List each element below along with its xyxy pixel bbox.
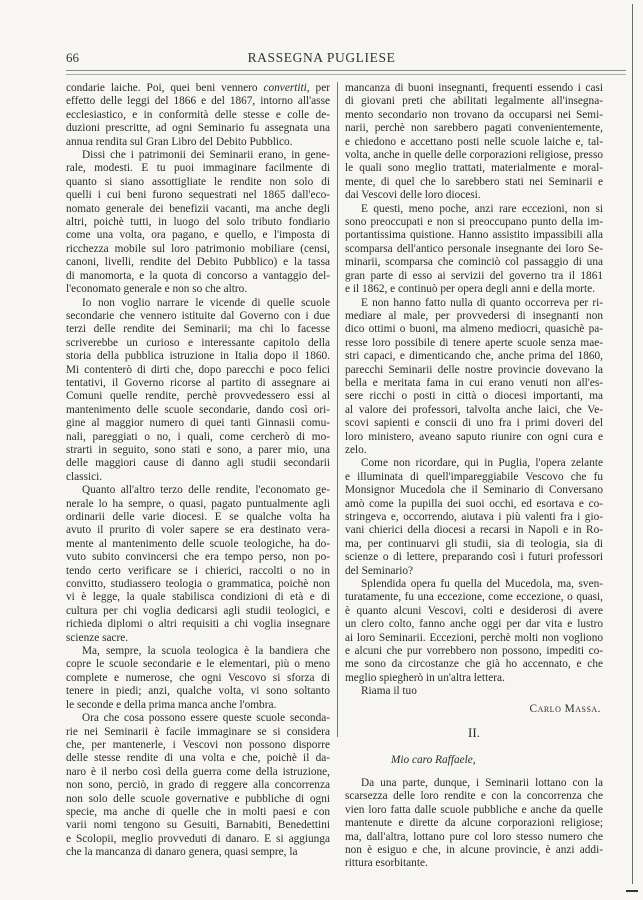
text-line: non sono, perciò, in grado di reggere alla concorrenza xyxy=(66,779,330,792)
text-line: Come non ricordare, qui in Puglia, l'opera zelante xyxy=(361,457,603,470)
text-line: dai Vescovi delle loro diocesi. xyxy=(345,189,481,202)
text-line: richieda diplomi o altri requisiti a chi voglia insegnare xyxy=(66,618,330,631)
text-line: le quali sono meglio trattati, materialmente e moral- xyxy=(345,162,603,175)
text-line: Monsignor Mucedola che il Seminario di Conversano xyxy=(345,484,603,497)
text-line: rale, modesti. E tu puoi immaginare facilmente di xyxy=(66,162,330,175)
text-line: ordinarii delle varie diocesi. E se qualche volta ha xyxy=(66,511,330,523)
text-line: resse loro possibile di tenere aperte scuole senza mae- xyxy=(345,336,603,349)
text-line: mancanza di buoni insegnanti, frequenti essendo i casi xyxy=(345,82,603,94)
text-line: tenere in piedi; anzi, qualche volta, vi sono soltanto xyxy=(66,685,330,698)
section-number: II. xyxy=(468,725,480,741)
text-line: ai loro Seminarii. Eccezioni, perchè molti non vogliono xyxy=(345,631,603,644)
text-line: vi è legge, la quale stabilisca condizioni di età e di xyxy=(66,591,330,604)
text-line: e alcuni che pur vorrebbero non possono, impediti co- xyxy=(345,645,603,658)
text-line: delle maggiori cause di danno agli studii secondarii xyxy=(66,457,330,470)
text-line: e illuminata di quell'impareggiabile Vescovo che fu xyxy=(345,470,603,483)
text-line: scriverebbe un curioso e interessante capitolo della xyxy=(66,336,330,349)
paragraph xyxy=(66,484,330,645)
left-column xyxy=(66,82,330,860)
text-line: mantenute e dirette da alcune corporazioni religiose; xyxy=(345,817,603,830)
text-line: come una volta, ora pagano, e quello, e l'imposta di xyxy=(66,229,330,242)
text-line: complete e numerose, che ogni Vescovo si sforza di xyxy=(66,671,330,684)
page-edge-line xyxy=(632,4,633,884)
text-line: mediare al male, per provvedersi di insegnanti non xyxy=(345,309,603,322)
text-line: specie, ma anche di quelle che in molti paesi e con xyxy=(66,805,330,818)
text-line: e il 1862, e continuò per opera degli anni e della morte. xyxy=(345,283,596,296)
text-line: di giovani preti che abilitati legalmente all'insegna- xyxy=(345,95,603,108)
text-line: non è esiguo e che, in alcune provincie, è anzi addi- xyxy=(345,843,603,856)
text-line: turatamente, fu una eccezione, come eccezione, o quasi, xyxy=(345,591,603,604)
text-line: convitto, studiassero teologia o grammatica, poichè non xyxy=(66,578,330,591)
text-line: mantenimento delle scuole secondarie, dando così ori- xyxy=(66,403,330,416)
text-line: nerale lo ha sempre, o quasi, pagato puntualmente agli xyxy=(66,497,330,510)
text-line: al valore dei professori, talvolta anche laici, che Ve- xyxy=(345,403,603,416)
text-line: avuto il prurito di voler sapere se era destinato vera- xyxy=(66,524,330,537)
text-line: canoni, livelli, rendite del Debito Pubblico) e la tassa xyxy=(66,256,330,269)
text-line: scienze o di lettere, preparando così i futuri professori xyxy=(345,551,603,564)
text-line: che, per mantenerle, i Vescovi non possono disporre xyxy=(66,738,330,751)
text-line: ma, per continuarvi gli studii, sia di teologia, sia di xyxy=(345,537,603,550)
running-title: RASSEGNA PUGLIESE xyxy=(247,50,396,65)
text-line: E non hanno fatto nulla di quanto occorreva per ri- xyxy=(361,296,603,309)
text-line: quelli i cui beni furono sequestrati nel 1865 dall'eco- xyxy=(66,189,330,202)
text-line: scienze sacre. xyxy=(66,631,129,644)
text-line: di manomorta, e la quota di concorso a vantaggio del- xyxy=(66,269,330,282)
text-line: stringeva e, occorrendo, aiutava i più valenti fra i gio- xyxy=(345,511,603,523)
paragraph xyxy=(345,578,603,685)
text-line: parecchi Seminarii delle nostre provincie dovevano la xyxy=(345,363,603,376)
text-line: classici. xyxy=(66,470,103,483)
paragraph xyxy=(345,203,603,297)
salutation: Mio caro Raffaele, xyxy=(391,753,476,766)
text-line: non solo delle scuole governative e pubbliche di ogni xyxy=(66,792,330,805)
text-line: vien loro fatta dalle scuole pubbliche e anche da quelle xyxy=(345,803,603,816)
text-line: zelo. xyxy=(345,443,367,456)
text-line: mente, di quel che lo sarebbero stati nei Seminarii e xyxy=(345,175,603,188)
text-line: ricchezza mobile sul loro patrimonio mobiliare (censi, xyxy=(66,242,330,255)
text-line: storia della pubblica istruzione in Italia dopo il 1860. xyxy=(66,350,330,363)
text-line: Mi contenterò di dirti che, dopo parecchi e poco felici xyxy=(66,363,330,376)
header-double-rule xyxy=(66,70,626,75)
text-line: cultura per chi voglia dedicarsi agli studii teologici, e xyxy=(66,604,330,617)
text-line: un clero colto, fanno anche oggi per dar vita e lustro xyxy=(345,618,603,631)
text-line: stri capaci, e dimenticando che, anche prima del 1860, xyxy=(345,350,603,363)
text-line: nali, pareggiati o no, i quali, come cercherò di mo- xyxy=(66,430,330,443)
text-line: rie nei Seminarii è facile immaginare se si considera xyxy=(66,725,330,738)
text-line: meglio spiegherò in un'altra lettera. xyxy=(345,671,505,684)
text-line: narii, perchè non sarebbero pagati convenientemente, xyxy=(345,122,603,135)
text-line: Io non voglio narrare le vicende di quelle scuole xyxy=(82,296,330,309)
text-line: l'economato generale e non so che altro. xyxy=(66,283,248,296)
text-line: loro ministero, aveano saputo riunire con ogni cura e xyxy=(345,430,603,443)
page-edge-mark xyxy=(626,890,638,892)
text-line: e chiedono e accettano posti nelle scuole laiche e, tal- xyxy=(345,135,603,148)
paragraph xyxy=(345,685,603,698)
text-line: strarti in seguito, sono stati e sono, a parer mio, una xyxy=(66,443,330,456)
text-line: vuto subito convincersi che era tempo perso, non po- xyxy=(66,551,330,564)
text-line: che la mancanza di danaro genera, quasi sempre, la xyxy=(66,846,298,859)
text-line: le seconde e della prima manca anche l'ombra. xyxy=(66,698,277,711)
text-line: ecclesiastico, e in conformità delle stesse e colle de- xyxy=(66,108,330,121)
text-line: minarii, scomparsa che cominciò col passaggio di una xyxy=(345,256,603,269)
page-number: 66 xyxy=(66,50,79,65)
text-line: scomparsa dell'antico personale insegnante dei loro Se- xyxy=(345,242,603,255)
text-line: volta, anche in quelle delle corporazioni religiose, presso xyxy=(345,149,603,162)
text-line: nomato generale dei benefizii vacanti, ma anche degli xyxy=(66,202,330,215)
text-line: terzi delle rendite dei Seminarii; ma chi lo facesse xyxy=(66,323,330,336)
text-line: Ora che cosa possono essere queste scuole seconda- xyxy=(82,712,330,725)
paragraph xyxy=(66,712,330,859)
text-line: delle stesse rendite di una volta e che, poichè il da- xyxy=(66,752,330,765)
paragraph xyxy=(66,645,330,712)
text-line: Quanto all'altro terzo delle rendite, l'economato ge- xyxy=(82,484,330,497)
text-line: portantissima quistione. Hanno assistito impassibili alla xyxy=(345,229,603,242)
text-line: e Scolopii, meglio provveduti di danaro. E si aggiunga xyxy=(66,832,330,845)
text-line: gran parte di esso ai servizii del governo tra il 1861 xyxy=(345,269,603,282)
text-line: Riama il tuo xyxy=(361,685,417,698)
right-column-section-body xyxy=(345,777,603,871)
paragraph xyxy=(345,457,603,578)
text-line: Comuni quelle rendite, perchè provvedessero essi al xyxy=(66,390,330,403)
text-line: Splendida opera fu quella del Mucedola, ma, sven- xyxy=(361,578,603,591)
paragraph xyxy=(66,149,330,296)
paragraph xyxy=(345,777,603,871)
text-line: dico ottimi o buoni, ma almeno mediocri, quasichè pa- xyxy=(345,323,603,336)
text-line: varii nomi tengono su Gesuiti, Barnabiti, Benedettini xyxy=(66,819,330,832)
text-line: rittura esorbitante. xyxy=(345,857,428,870)
text-line: secondarie che vennero istituite dal Governo con i due xyxy=(66,309,330,322)
text-line: duzioni prescritte, ad ogni Seminario fu assegnata una xyxy=(66,122,330,135)
text-line: Da una parte, dunque, i Seminarii lottano con la xyxy=(361,776,603,789)
right-column-letter-body xyxy=(345,82,603,699)
text-line: annua rendita sul Gran Libro del Debito Pubblico. xyxy=(66,135,293,148)
text-line: copre le scuole secondarie e le elementari, più o meno xyxy=(66,658,330,671)
text-line: condarie laiche. Poi, quei beni vennero convertiti, per xyxy=(66,82,330,94)
text-line: è quanto alcuni Vescovi, colti e desiderosi di avere xyxy=(345,604,603,617)
text-line: scovi sapienti e conscii di uno fra i primi doveri del xyxy=(345,417,603,430)
signature: Carlo Massa. xyxy=(529,702,601,715)
text-line: me sono da circostanze che già ho accennato, e che xyxy=(345,658,603,671)
text-line: mento secondario non trovano da occuparsi nei Semi- xyxy=(345,108,603,121)
paragraph xyxy=(66,297,330,485)
paragraph xyxy=(345,82,603,203)
column-divider xyxy=(337,82,338,737)
text-line: bella e meritata fama in cui erano venuti non all'es- xyxy=(345,376,603,389)
right-column xyxy=(345,82,603,871)
text-line: altri, poichè tutti, in luogo del solo tributo fondiario xyxy=(66,216,330,229)
paragraph xyxy=(345,297,603,458)
paragraph xyxy=(66,82,330,149)
text-line: tendo certo verificare se i chierici, raccolti o no in xyxy=(66,564,330,577)
text-line: mente al mantenimento delle scuole teologiche, ha do- xyxy=(66,537,330,550)
text-line: amò come la pupilla dei suoi occhi, ed esortava e co- xyxy=(345,497,603,510)
text-line: Dissi che i patrimonii dei Seminarii erano, in gene- xyxy=(82,149,330,162)
text-line: quanto si siano assottigliate le rendite non solo di xyxy=(66,175,330,188)
text-line: sono preoccupati e non si preoccupano punto della im- xyxy=(345,216,603,229)
text-line: gine al maggior numero di quei tanti Ginnasii comu- xyxy=(66,417,330,430)
text-line: Ma, sempre, la scuola teologica è la bandiera che xyxy=(82,645,330,658)
text-line: vani chierici della diocesi a recarsi in Napoli e in Ro- xyxy=(345,524,603,537)
text-line: E questi, meno poche, anzi rare eccezioni, non si xyxy=(361,202,603,215)
text-line: ma, dall'altra, lottano pure col loro stesso numero che xyxy=(345,830,603,843)
text-line: effetto delle leggi del 1866 e del 1867, intorno all'asse xyxy=(66,95,330,108)
text-line: sere ricchi o posti in città o diocesi importanti, ma xyxy=(345,390,603,403)
text-line: naro è il nerbo così della guerra come della istruzione, xyxy=(66,765,330,778)
text-line: del Seminario? xyxy=(345,564,414,577)
text-line: scarsezza delle loro rendite e con la concorrenza che xyxy=(345,790,603,803)
text-line: tentativi, il Governo ricorse al partito di assegnare ai xyxy=(66,376,330,389)
